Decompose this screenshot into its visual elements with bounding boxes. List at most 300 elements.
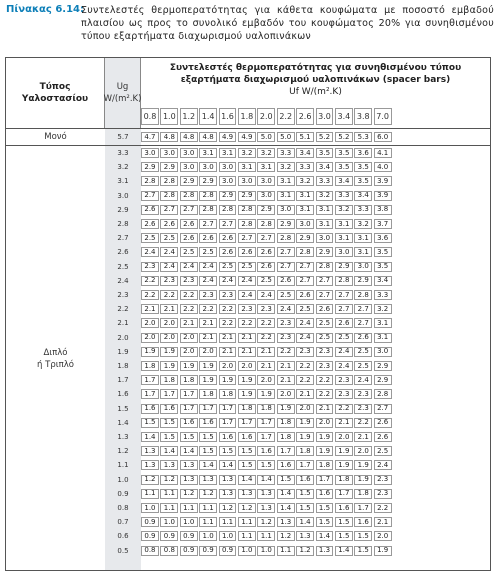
table-cell: 2.2 <box>219 304 237 314</box>
table-row <box>141 546 393 556</box>
uf-header-cell: 3.4 <box>335 108 353 125</box>
table-cell: 1.3 <box>199 475 217 485</box>
table-cell: 3.4 <box>354 191 372 201</box>
table-cell: 2.4 <box>180 262 198 272</box>
table-cell: 1.7 <box>316 475 334 485</box>
table-cell: 3.2 <box>277 162 295 172</box>
table-cell: 2.8 <box>199 191 217 201</box>
table-cell: 1.8 <box>219 389 237 399</box>
table-cell: 2.6 <box>180 219 198 229</box>
table-cell: 1.4 <box>257 475 275 485</box>
table-cell: 1.7 <box>296 460 314 470</box>
table-cell: 1.3 <box>257 489 275 499</box>
table-cell: 1.9 <box>316 446 334 456</box>
table-cell: 3.6 <box>354 148 372 158</box>
table-cell: 1.6 <box>141 404 159 414</box>
header-uf-line3: Uf W/(m².K) <box>289 87 342 97</box>
table-cell: 2.2 <box>354 418 372 428</box>
table-cell: 3.1 <box>354 233 372 243</box>
table-cell: 2.6 <box>374 418 392 428</box>
table-cell: 1.9 <box>316 432 334 442</box>
table-cell: 3.0 <box>335 247 353 257</box>
table-cell: 2.4 <box>160 262 178 272</box>
table-cell: 2.9 <box>219 191 237 201</box>
table-cell: 2.3 <box>316 361 334 371</box>
table-cell: 3.1 <box>335 219 353 229</box>
table-cell: 1.6 <box>354 517 372 527</box>
table-cell: 2.8 <box>199 205 217 215</box>
double-ug-value: 1.1 <box>117 461 129 470</box>
table-row <box>141 531 393 541</box>
table-cell: 2.0 <box>141 318 159 328</box>
table-cell: 1.9 <box>354 475 372 485</box>
table-cell: 3.5 <box>354 176 372 186</box>
table-cell: 2.0 <box>238 361 256 371</box>
table-row <box>141 446 393 456</box>
table-cell: 1.8 <box>238 404 256 414</box>
table-cell: 2.8 <box>354 290 372 300</box>
uf-header-cell: 3.0 <box>316 108 334 125</box>
table-cell: 1.1 <box>180 503 198 513</box>
table-cell: 2.1 <box>277 375 295 385</box>
table-cell: 1.9 <box>354 460 372 470</box>
table-cell: 3.0 <box>180 148 198 158</box>
table-cell: 5.1 <box>296 132 314 142</box>
table-cell: 3.1 <box>374 318 392 328</box>
table-cell: 1.6 <box>335 503 353 513</box>
table-cell: 1.2 <box>296 546 314 556</box>
double-ug-value: 1.2 <box>117 447 129 456</box>
table-cell: 1.2 <box>257 517 275 527</box>
table-cell: 1.9 <box>160 361 178 371</box>
table-cell: 2.7 <box>296 262 314 272</box>
table-cell: 1.0 <box>219 531 237 541</box>
table-cell: 1.5 <box>160 418 178 428</box>
table-cell: 5.3 <box>354 132 372 142</box>
table-cell: 1.7 <box>354 503 372 513</box>
table-cell: 1.2 <box>199 489 217 499</box>
table-cell: 1.9 <box>335 446 353 456</box>
table-cell: 2.4 <box>238 290 256 300</box>
table-row <box>141 404 393 414</box>
table-cell: 3.1 <box>335 233 353 243</box>
table-cell: 2.3 <box>180 276 198 286</box>
table-cell: 2.9 <box>257 205 275 215</box>
table-cell: 1.3 <box>316 546 334 556</box>
table-cell: 3.1 <box>316 219 334 229</box>
table-cell: 2.4 <box>257 290 275 300</box>
table-cell: 1.1 <box>238 531 256 541</box>
table-cell: 2.2 <box>296 361 314 371</box>
table-cell: 3.2 <box>316 191 334 201</box>
table-cell: 2.4 <box>296 318 314 328</box>
table-cell: 1.4 <box>219 460 237 470</box>
table-cell: 1.5 <box>199 446 217 456</box>
table-cell: 1.1 <box>219 517 237 527</box>
table-cell: 2.7 <box>238 233 256 243</box>
table-cell: 2.6 <box>374 432 392 442</box>
double-ug-value: 2.6 <box>117 248 129 257</box>
table-cell: 1.7 <box>238 418 256 428</box>
table-cell: 2.9 <box>335 262 353 272</box>
table-cell: 2.1 <box>374 517 392 527</box>
table-cell: 2.3 <box>219 290 237 300</box>
table-cell: 1.5 <box>141 418 159 428</box>
double-ug-value: 2.3 <box>117 291 129 299</box>
table-cell: 1.8 <box>277 418 295 428</box>
table-cell: 3.2 <box>335 205 353 215</box>
table-cell: 1.5 <box>335 531 353 541</box>
table-row <box>141 318 393 328</box>
table-cell: 3.1 <box>219 148 237 158</box>
table-cell: 1.9 <box>296 418 314 428</box>
table-cell: 2.7 <box>180 205 198 215</box>
table-cell: 2.0 <box>374 531 392 541</box>
caption-label: Πίνακας 6.14: <box>6 4 85 15</box>
table-cell: 1.6 <box>180 418 198 428</box>
table-cell: 2.9 <box>180 176 198 186</box>
table-cell: 2.0 <box>199 347 217 357</box>
table-cell: 1.5 <box>180 432 198 442</box>
table-cell: 2.1 <box>257 347 275 357</box>
table-cell: 2.0 <box>180 347 198 357</box>
table-cell: 2.4 <box>354 375 372 385</box>
table-cell: 1.7 <box>257 432 275 442</box>
double-ug-value: 1.3 <box>117 433 129 441</box>
table-cell: 1.4 <box>141 432 159 442</box>
table-cell: 1.8 <box>316 460 334 470</box>
table-cell: 4.8 <box>199 132 217 142</box>
table-cell: 1.3 <box>180 460 198 470</box>
table-cell: 0.9 <box>199 546 217 556</box>
table-cell: 2.3 <box>335 375 353 385</box>
table-cell: 2.6 <box>316 304 334 314</box>
table-cell: 2.8 <box>316 262 334 272</box>
double-ug-value: 0.5 <box>117 546 129 555</box>
table-cell: 2.5 <box>296 304 314 314</box>
uf-values-row <box>141 108 393 125</box>
table-cell: 3.1 <box>354 247 372 257</box>
table-row <box>141 247 393 257</box>
table-cell: 2.7 <box>257 233 275 243</box>
table-cell: 1.8 <box>277 432 295 442</box>
table-cell: 1.9 <box>296 432 314 442</box>
table-row <box>141 148 393 158</box>
uf-header-cell: 2.6 <box>296 108 314 125</box>
table-cell: 2.1 <box>335 418 353 428</box>
table-cell: 2.5 <box>277 290 295 300</box>
table-cell: 3.3 <box>354 205 372 215</box>
table-cell: 1.5 <box>296 489 314 499</box>
table-cell: 3.1 <box>199 148 217 158</box>
table-cell: 2.1 <box>238 347 256 357</box>
table-cell: 1.2 <box>277 531 295 541</box>
double-ug-value: 0.8 <box>117 504 129 512</box>
double-ug-value: 3.0 <box>117 191 129 200</box>
table-cell: 2.2 <box>374 503 392 513</box>
double-ug-value: 3.2 <box>117 163 129 172</box>
header-ug <box>105 58 141 128</box>
table-cell: 2.1 <box>354 432 372 442</box>
table-cell: 2.8 <box>180 191 198 201</box>
table-cell: 4.8 <box>180 132 198 142</box>
table-cell: 3.1 <box>277 176 295 186</box>
table-row <box>141 132 393 142</box>
table-cell: 4.7 <box>141 132 159 142</box>
table-cell: 2.4 <box>335 361 353 371</box>
table-cell: 2.4 <box>238 276 256 286</box>
table-cell: 3.0 <box>219 176 237 186</box>
table-cell: 1.7 <box>277 446 295 456</box>
table-cell: 2.2 <box>141 290 159 300</box>
header-ug-line1: Ug <box>116 82 129 92</box>
table-cell: 1.6 <box>160 404 178 414</box>
table-cell: 1.2 <box>160 475 178 485</box>
table-cell: 1.7 <box>335 489 353 499</box>
table-cell: 3.5 <box>335 148 353 158</box>
table-cell: 2.5 <box>238 262 256 272</box>
table-cell: 2.9 <box>277 219 295 229</box>
header-type-line2: Υαλοστασίου <box>21 94 89 104</box>
table-cell: 2.7 <box>335 290 353 300</box>
table-cell: 2.4 <box>199 262 217 272</box>
table-cell: 2.1 <box>160 304 178 314</box>
table-row <box>141 176 393 186</box>
table-cell: 1.9 <box>238 375 256 385</box>
group-divider <box>6 145 490 146</box>
table-cell: 2.6 <box>160 219 178 229</box>
table-cell: 1.8 <box>335 475 353 485</box>
table-cell: 1.4 <box>180 446 198 456</box>
uf-header-cell: 1.0 <box>160 108 178 125</box>
table-cell: 2.6 <box>257 262 275 272</box>
header-type-line1: Τύπος <box>39 82 71 92</box>
table-cell: 1.5 <box>160 432 178 442</box>
table-cell: 1.2 <box>141 475 159 485</box>
table-cell: 1.6 <box>316 489 334 499</box>
table-cell: 2.6 <box>219 247 237 257</box>
table-cell: 2.8 <box>374 389 392 399</box>
table-cell: 2.2 <box>180 290 198 300</box>
table-cell: 3.5 <box>316 148 334 158</box>
table-cell: 1.9 <box>160 347 178 357</box>
table-cell: 2.2 <box>257 318 275 328</box>
table-cell: 2.8 <box>296 247 314 257</box>
header-glazing-type <box>6 58 105 128</box>
table-row <box>141 333 393 343</box>
table-cell: 2.5 <box>374 446 392 456</box>
table-cell: 1.8 <box>160 375 178 385</box>
double-ug-value: 1.8 <box>117 362 129 370</box>
uf-header-cell: 1.8 <box>238 108 256 125</box>
table-cell: 1.9 <box>199 361 217 371</box>
table-cell: 1.0 <box>180 517 198 527</box>
table-cell: 1.8 <box>354 489 372 499</box>
table-cell: 2.6 <box>277 276 295 286</box>
table-cell: 2.9 <box>160 162 178 172</box>
table-cell: 0.9 <box>141 517 159 527</box>
table-cell: 1.5 <box>257 460 275 470</box>
header-uf-line2: εξαρτήματα διαχωρισμού υαλοπινάκων (spacer bars) <box>180 75 451 85</box>
table-cell: 1.7 <box>257 418 275 428</box>
table-row <box>141 191 393 201</box>
uf-header-cell: 1.6 <box>219 108 237 125</box>
table-cell: 2.1 <box>219 333 237 343</box>
table-cell: 1.4 <box>199 460 217 470</box>
table-cell: 1.6 <box>199 418 217 428</box>
table-cell: 2.0 <box>160 333 178 343</box>
table-cell: 1.9 <box>238 389 256 399</box>
table-cell: 3.1 <box>238 162 256 172</box>
table-cell: 2.4 <box>219 276 237 286</box>
table-cell: 2.6 <box>219 233 237 243</box>
table-cell: 0.8 <box>160 546 178 556</box>
table-cell: 2.3 <box>296 347 314 357</box>
table-cell: 2.8 <box>160 176 178 186</box>
table-cell: 1.0 <box>160 517 178 527</box>
table-cell: 2.2 <box>316 389 334 399</box>
table-cell: 2.4 <box>296 333 314 343</box>
table-row <box>141 205 393 215</box>
table-cell: 2.4 <box>335 347 353 357</box>
table-cell: 2.2 <box>180 304 198 314</box>
table-cell: 1.3 <box>219 475 237 485</box>
table-cell: 1.3 <box>277 517 295 527</box>
table-cell: 2.8 <box>238 219 256 229</box>
table-cell: 3.0 <box>199 162 217 172</box>
table-cell: 2.9 <box>374 361 392 371</box>
table-row <box>141 304 393 314</box>
table-cell: 2.4 <box>374 460 392 470</box>
table-cell: 1.6 <box>257 446 275 456</box>
table-row <box>141 361 393 371</box>
double-ug-value: 2.9 <box>117 205 129 214</box>
single-ug-value: 5.7 <box>117 133 129 141</box>
table-cell: 3.0 <box>296 219 314 229</box>
table-cell: 3.4 <box>316 162 334 172</box>
table-cell: 2.1 <box>238 333 256 343</box>
table-cell: 2.1 <box>141 304 159 314</box>
table-cell: 1.7 <box>141 389 159 399</box>
table-cell: 2.8 <box>141 176 159 186</box>
table-row <box>141 219 393 229</box>
table-cell: 1.4 <box>160 446 178 456</box>
table-cell: 2.2 <box>160 290 178 300</box>
table-cell: 1.3 <box>180 475 198 485</box>
table-cell: 4.1 <box>374 148 392 158</box>
table-cell: 2.0 <box>316 418 334 428</box>
table-cell: 1.0 <box>238 546 256 556</box>
table-cell: 2.6 <box>354 333 372 343</box>
double-ug-value: 1.6 <box>117 390 129 399</box>
double-ug-value: 2.5 <box>117 262 129 271</box>
table-cell: 2.8 <box>160 191 178 201</box>
table-cell: 2.5 <box>199 247 217 257</box>
table-cell: 2.5 <box>335 333 353 343</box>
table-cell: 2.2 <box>257 333 275 343</box>
table-cell: 1.7 <box>219 404 237 414</box>
single-glazing-label: Μονό <box>44 132 67 142</box>
table-cell: 3.1 <box>374 333 392 343</box>
table-cell: 3.3 <box>277 148 295 158</box>
table-cell: 1.9 <box>335 460 353 470</box>
table-cell: 2.1 <box>277 361 295 371</box>
table-cell: 1.8 <box>199 389 217 399</box>
double-ug-value: 3.1 <box>117 177 129 186</box>
table-cell: 2.8 <box>277 233 295 243</box>
table-row <box>141 290 393 300</box>
table-cell: 3.2 <box>257 148 275 158</box>
table-cell: 2.1 <box>219 347 237 357</box>
table-cell: 2.7 <box>219 219 237 229</box>
table-cell: 3.3 <box>316 176 334 186</box>
table-cell: 3.5 <box>335 162 353 172</box>
double-ug-value: 1.0 <box>117 475 129 484</box>
table-cell: 0.9 <box>180 546 198 556</box>
table-cell: 2.0 <box>141 333 159 343</box>
uf-header-cell: 1.2 <box>180 108 198 125</box>
table-cell: 2.0 <box>277 389 295 399</box>
double-ug-value: 1.9 <box>117 347 129 356</box>
table-cell: 1.4 <box>316 531 334 541</box>
table-cell: 1.8 <box>257 404 275 414</box>
table-cell: 2.6 <box>238 247 256 257</box>
table-cell: 1.9 <box>257 389 275 399</box>
table-cell: 2.4 <box>160 247 178 257</box>
table-cell: 1.9 <box>199 375 217 385</box>
table-cell: 1.4 <box>277 489 295 499</box>
table-caption <box>6 4 492 48</box>
table-cell: 3.1 <box>316 205 334 215</box>
table-cell: 2.3 <box>374 489 392 499</box>
header-divider <box>6 128 490 129</box>
double-ug-value: 0.9 <box>117 489 129 498</box>
table-cell: 3.3 <box>374 290 392 300</box>
table-cell: 3.5 <box>374 262 392 272</box>
table-cell: 1.1 <box>277 546 295 556</box>
table-cell: 2.6 <box>199 233 217 243</box>
table-cell: 2.9 <box>141 162 159 172</box>
table-cell: 1.7 <box>199 404 217 414</box>
table-cell: 2.9 <box>374 375 392 385</box>
table-cell: 1.5 <box>199 432 217 442</box>
table-cell: 1.4 <box>335 546 353 556</box>
table-cell: 1.3 <box>257 503 275 513</box>
table-cell: 3.4 <box>374 276 392 286</box>
table-row <box>141 517 393 527</box>
table-cell: 1.8 <box>141 361 159 371</box>
table-cell: 3.0 <box>160 148 178 158</box>
table-cell: 3.3 <box>296 162 314 172</box>
table-cell: 2.5 <box>354 347 372 357</box>
table-row <box>141 475 393 485</box>
table-cell: 1.5 <box>238 446 256 456</box>
table-cell: 2.8 <box>238 205 256 215</box>
table-cell: 1.7 <box>180 389 198 399</box>
table-cell: 2.5 <box>160 233 178 243</box>
double-ug-value: 0.7 <box>117 518 129 527</box>
double-label-line1: Διπλό <box>43 347 68 358</box>
table-cell: 1.1 <box>199 503 217 513</box>
table-cell: 2.2 <box>219 318 237 328</box>
table-cell: 2.3 <box>160 276 178 286</box>
table-cell: 1.6 <box>277 460 295 470</box>
table-cell: 3.2 <box>354 219 372 229</box>
double-ug-value: 2.8 <box>117 220 129 228</box>
table-cell: 2.2 <box>277 347 295 357</box>
uf-header-cell: 2.2 <box>277 108 295 125</box>
table-cell: 1.2 <box>219 503 237 513</box>
